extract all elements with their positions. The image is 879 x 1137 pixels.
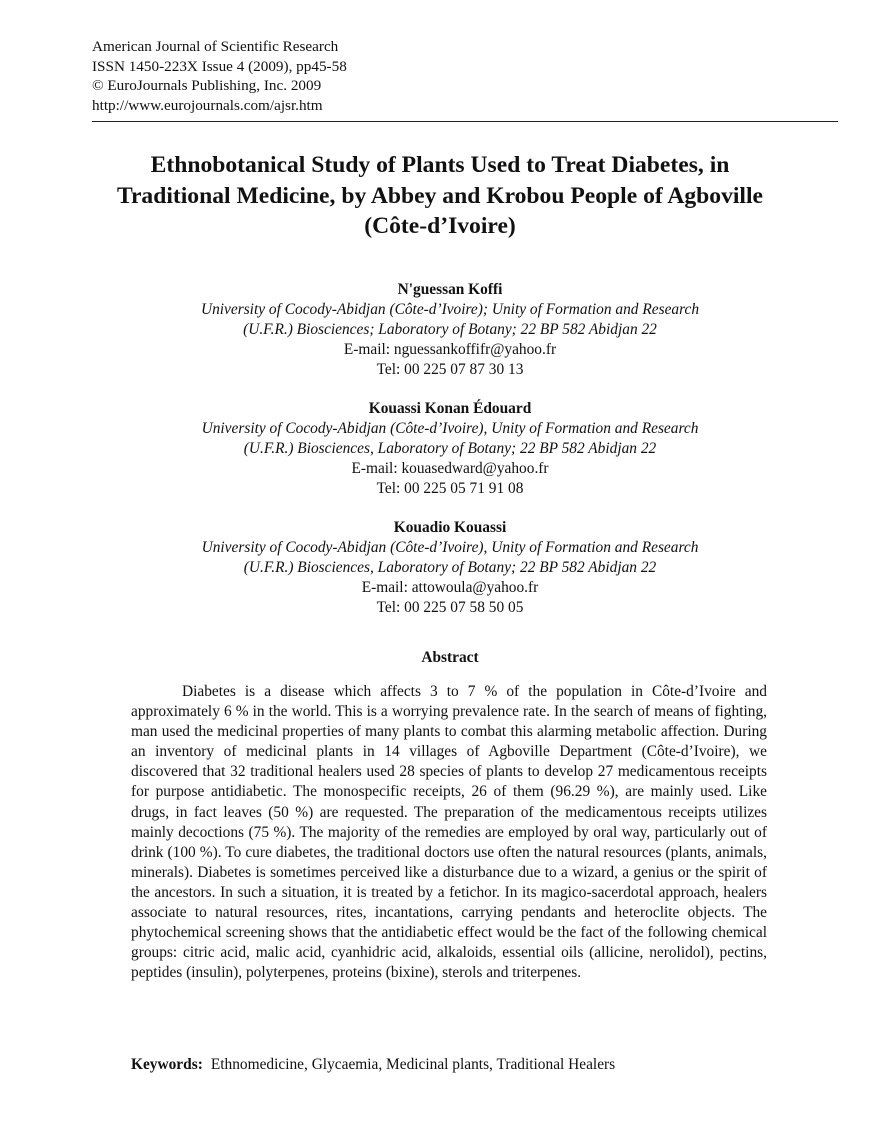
author-name: Kouadio Kouassi bbox=[393, 519, 507, 536]
author-block-1 bbox=[100, 280, 800, 380]
journal-header bbox=[92, 37, 838, 115]
title-line-1: Ethnobotanical Study of Plants Used to Treat Diabetes, in bbox=[150, 152, 730, 178]
abstract-heading: Abstract bbox=[421, 649, 479, 666]
author-tel: Tel: 00 225 05 71 91 08 bbox=[376, 479, 524, 497]
author-block-2 bbox=[100, 399, 800, 499]
author-tel: Tel: 00 225 07 58 50 05 bbox=[376, 598, 524, 616]
author-affiliation-line-1: University of Cocody-Abidjan (Côte-d’Ivoire); Unity of Formation and Research bbox=[200, 300, 700, 318]
journal-url: http://www.eurojournals.com/ajsr.htm bbox=[92, 96, 323, 114]
abstract-body: Diabetes is a disease which affects 3 to 7 % of the population in Côte-d’Ivoire and approximately 6 % in the world. This is a worrying prevalence rate. In the search of means of fighting, man used the medicinal properties of many plants to combat this alarming metabolic affection. During an inventory of medicinal plants in 14 villages of Agboville Department (Côte-d’Ivoire), we discovered that 32 traditional healers used 28 species of plants to develop 27 medicamentous receipts for purpose antidiabetic. The monospecific receipts, 26 of them (96.29 %), are mainly used. Like drugs, in fact leaves (50 %) are requested. The preparation of the medicamentous receipts utilizes mainly decoctions (75 %). The majority of the remedies are employed by oral way, particularly out of drink (100 %). To cure diabetes, the traditional doctors use often the natural resources (plants, animals, minerals). Diabetes is sometimes perceived like a disturbance due to a wizard, a genius or the spirit of the ancestors. In such a situation, it is treated by a fetichor. In its magico-sacerdotal approach, healers associate to natural resources, rites, incantations, carrying pendants and heteroclite objects. The phytochemical screening shows that the antidiabetic effect would be the fact of the following chemical groups: citric acid, malic acid, cyanhidric acid, alkaloids, essential oils (allicine, nerolidol), pectins, peptides (insulin), polyterpenes, proteins (bixine), sterols and triterpenes. bbox=[131, 683, 767, 982]
author-affiliation-line-2: (U.F.R.) Biosciences, Laboratory of Botany; 22 BP 582 Abidjan 22 bbox=[243, 558, 657, 576]
paper-title bbox=[60, 150, 820, 242]
author-block-3 bbox=[100, 518, 800, 618]
title-line-2: Traditional Medicine, by Abbey and Krobou People of Agboville bbox=[116, 182, 764, 209]
keywords-line bbox=[131, 1055, 781, 1075]
keywords-text: Ethnomedicine, Glycaemia, Medicinal plants, Traditional Healers bbox=[210, 1056, 616, 1073]
author-affiliation-line-2: (U.F.R.) Biosciences, Laboratory of Botany; 22 BP 582 Abidjan 22 bbox=[243, 439, 657, 457]
author-affiliation-line-2: (U.F.R.) Biosciences; Laboratory of Botany; 22 BP 582 Abidjan 22 bbox=[243, 320, 657, 338]
author-tel: Tel: 00 225 07 87 30 13 bbox=[376, 360, 524, 378]
author-affiliation-line-1: University of Cocody-Abidjan (Côte-d’Ivoire), Unity of Formation and Research bbox=[201, 419, 699, 437]
author-email: E-mail: nguessankoffifr@yahoo.fr bbox=[343, 340, 557, 358]
title-line-3: (Côte-d’Ivoire) bbox=[364, 213, 516, 239]
keywords-label: Keywords: bbox=[131, 1056, 203, 1073]
author-email: E-mail: attowoula@yahoo.fr bbox=[361, 578, 539, 596]
journal-name: American Journal of Scientific Research bbox=[92, 38, 339, 55]
author-email: E-mail: kouasedward@yahoo.fr bbox=[351, 459, 549, 477]
author-affiliation-line-1: University of Cocody-Abidjan (Côte-d’Ivoire), Unity of Formation and Research bbox=[201, 538, 699, 556]
publisher-line: © EuroJournals Publishing, Inc. 2009 bbox=[92, 77, 322, 95]
header-divider bbox=[92, 121, 838, 122]
author-name: Kouassi Konan Édouard bbox=[368, 400, 532, 417]
journal-issue: ISSN 1450-223X Issue 4 (2009), pp45-58 bbox=[92, 57, 347, 75]
author-name: N'guessan Koffi bbox=[397, 281, 503, 298]
